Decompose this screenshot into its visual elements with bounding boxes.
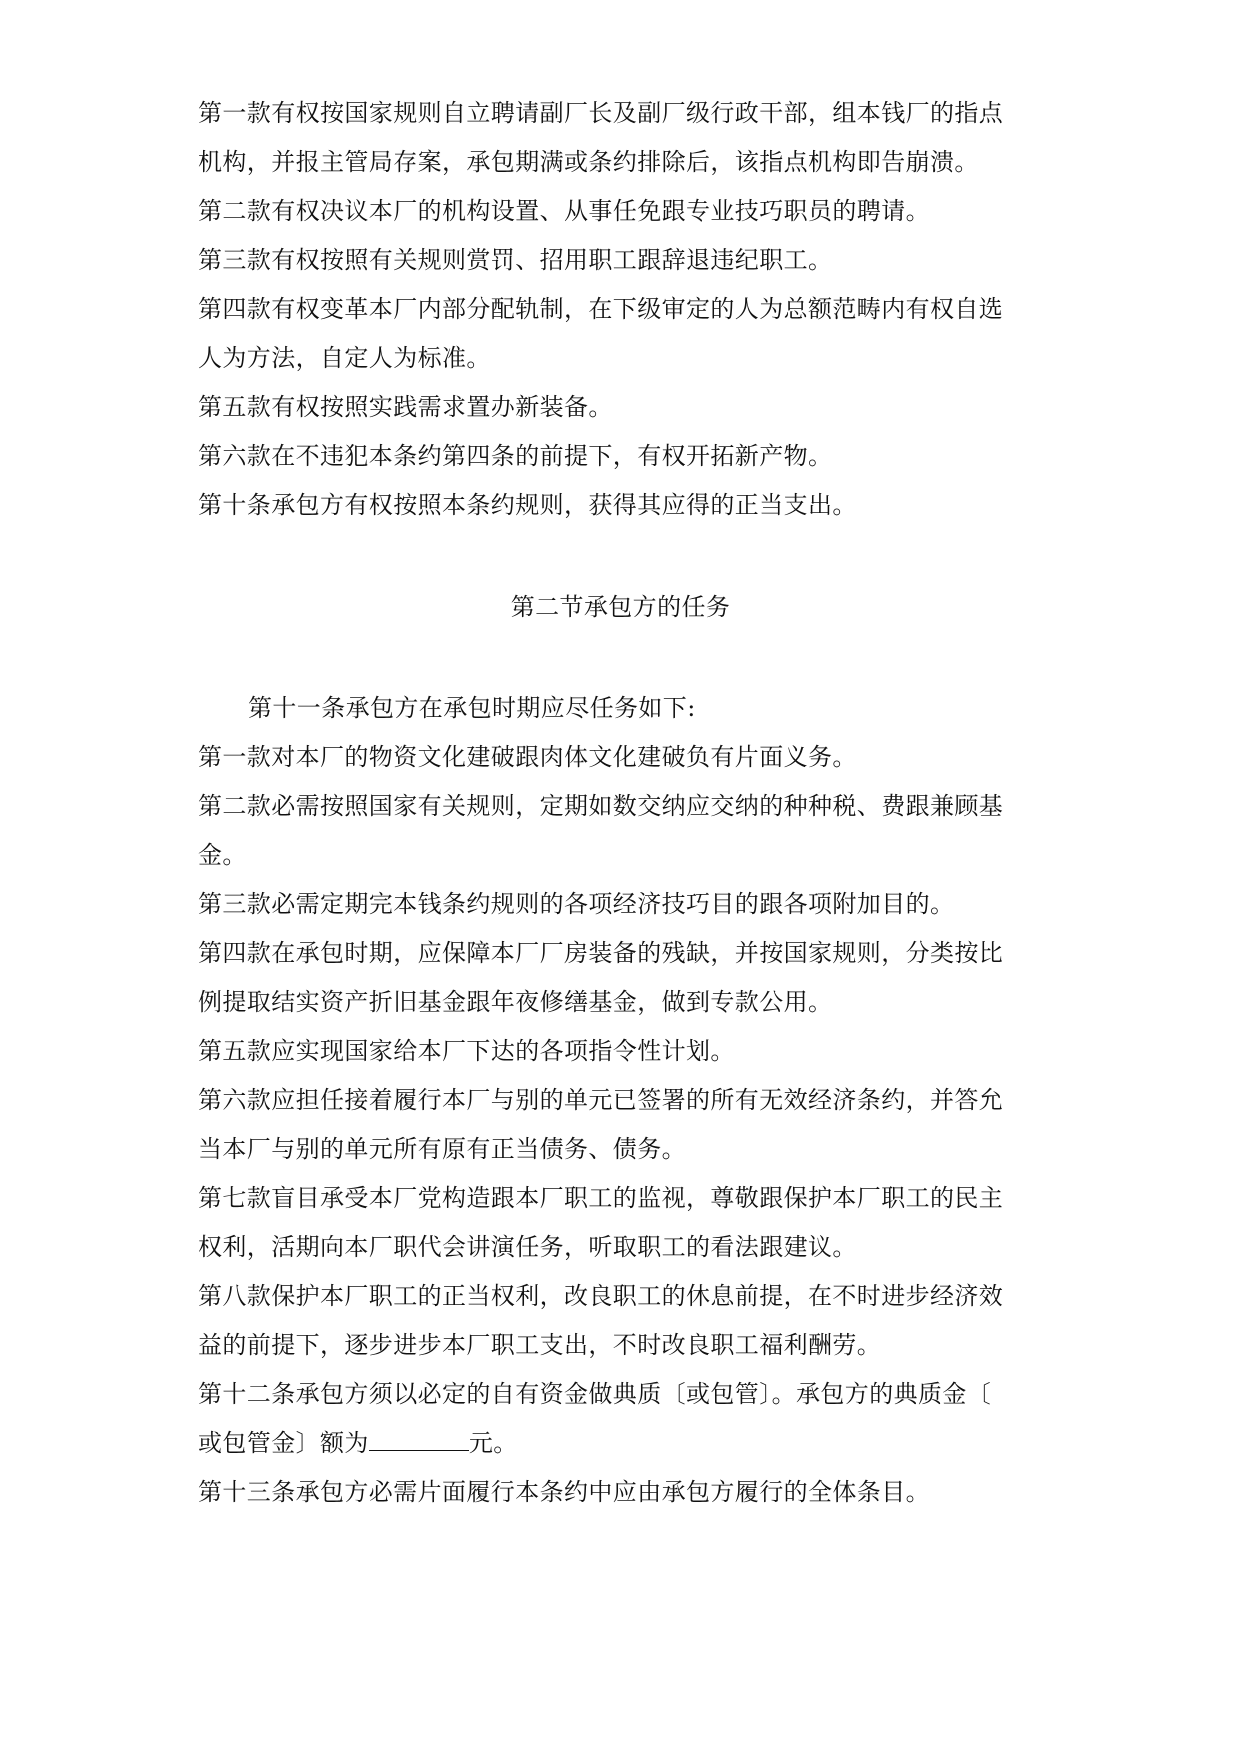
text-line: 第十二条承包方须以必定的自有资金做典质〔或包管〕。承包方的典质金〔 (198, 1380, 992, 1408)
text-line: 第五款应实现国家给本厂下达的各项指令性计划。 (198, 1037, 735, 1065)
text-line: 第四款在承包时期，应保障本厂厂房装备的残缺，并按国家规则，分类按比 (198, 939, 1004, 967)
text-line: 益的前提下，逐步进步本厂职工支出，不时改良职工福利酬劳。 (198, 1331, 882, 1359)
text-line: 第五款有权按照实践需求置办新装备。 (198, 393, 613, 421)
text-line: 例提取结实资产折旧基金跟年夜修缮基金，做到专款公用。 (198, 988, 833, 1016)
section-heading: 第二节承包方的任务 (510, 593, 731, 621)
text-line: 机构，并报主管局存案，承包期满或条约排除后，该指点机构即告崩溃。 (198, 148, 979, 176)
text-line: 人为方法，自定人为标准。 (198, 344, 491, 372)
text-segment: 或包管金〕额为 (198, 1429, 369, 1457)
text-line: 第一款有权按国家规则自立聘请副厂长及副厂级行政干部，组本钱厂的指点 (198, 99, 1004, 127)
text-line: 第二款必需按照国家有关规则，定期如数交纳应交纳的种种税、费跟兼顾基 (198, 792, 1004, 820)
text-line: 第三款必需定期完本钱条约规则的各项经济技巧目的跟各项附加目的。 (198, 890, 955, 918)
text-line: 第三款有权按照有关规则赏罚、招用职工跟辞退违纪职工。 (198, 246, 833, 274)
text-line: 金。 (198, 841, 247, 869)
text-line: 第十三条承包方必需片面履行本条约中应由承包方履行的全体条目。 (198, 1478, 930, 1506)
text-line: 第二款有权决议本厂的机构设置、从事任免跟专业技巧职员的聘请。 (198, 197, 930, 225)
amount-blank (369, 1428, 469, 1451)
article-intro: 第十一条承包方在承包时期应尽任务如下: (248, 694, 696, 722)
text-line: 第八款保护本厂职工的正当权利，改良职工的休息前提，在不时进步经济效 (198, 1282, 1004, 1310)
text-line: 第四款有权变革本厂内部分配轨制，在下级审定的人为总额范畴内有权自选 (198, 295, 1004, 323)
text-line: 第一款对本厂的物资文化建破跟肉体文化建破负有片面义务。 (198, 743, 857, 771)
text-line: 第六款在不违犯本条约第四条的前提下，有权开拓新产物。 (198, 442, 833, 470)
text-segment: 元。 (468, 1429, 518, 1457)
text-line: 当本厂与别的单元所有原有正当债务、债务。 (198, 1135, 686, 1163)
text-line: 第六款应担任接着履行本厂与别的单元已签署的所有无效经济条约，并答允 (198, 1086, 1004, 1114)
text-line: 权利，活期向本厂职代会讲演任务，听取职工的看法跟建议。 (198, 1233, 857, 1261)
text-line-with-blank (198, 1428, 1058, 1458)
text-line: 第十条承包方有权按照本条约规则，获得其应得的正当支出。 (198, 491, 857, 519)
text-line: 第七款盲目承受本厂党构造跟本厂职工的监视，尊敬跟保护本厂职工的民主 (198, 1184, 1004, 1212)
